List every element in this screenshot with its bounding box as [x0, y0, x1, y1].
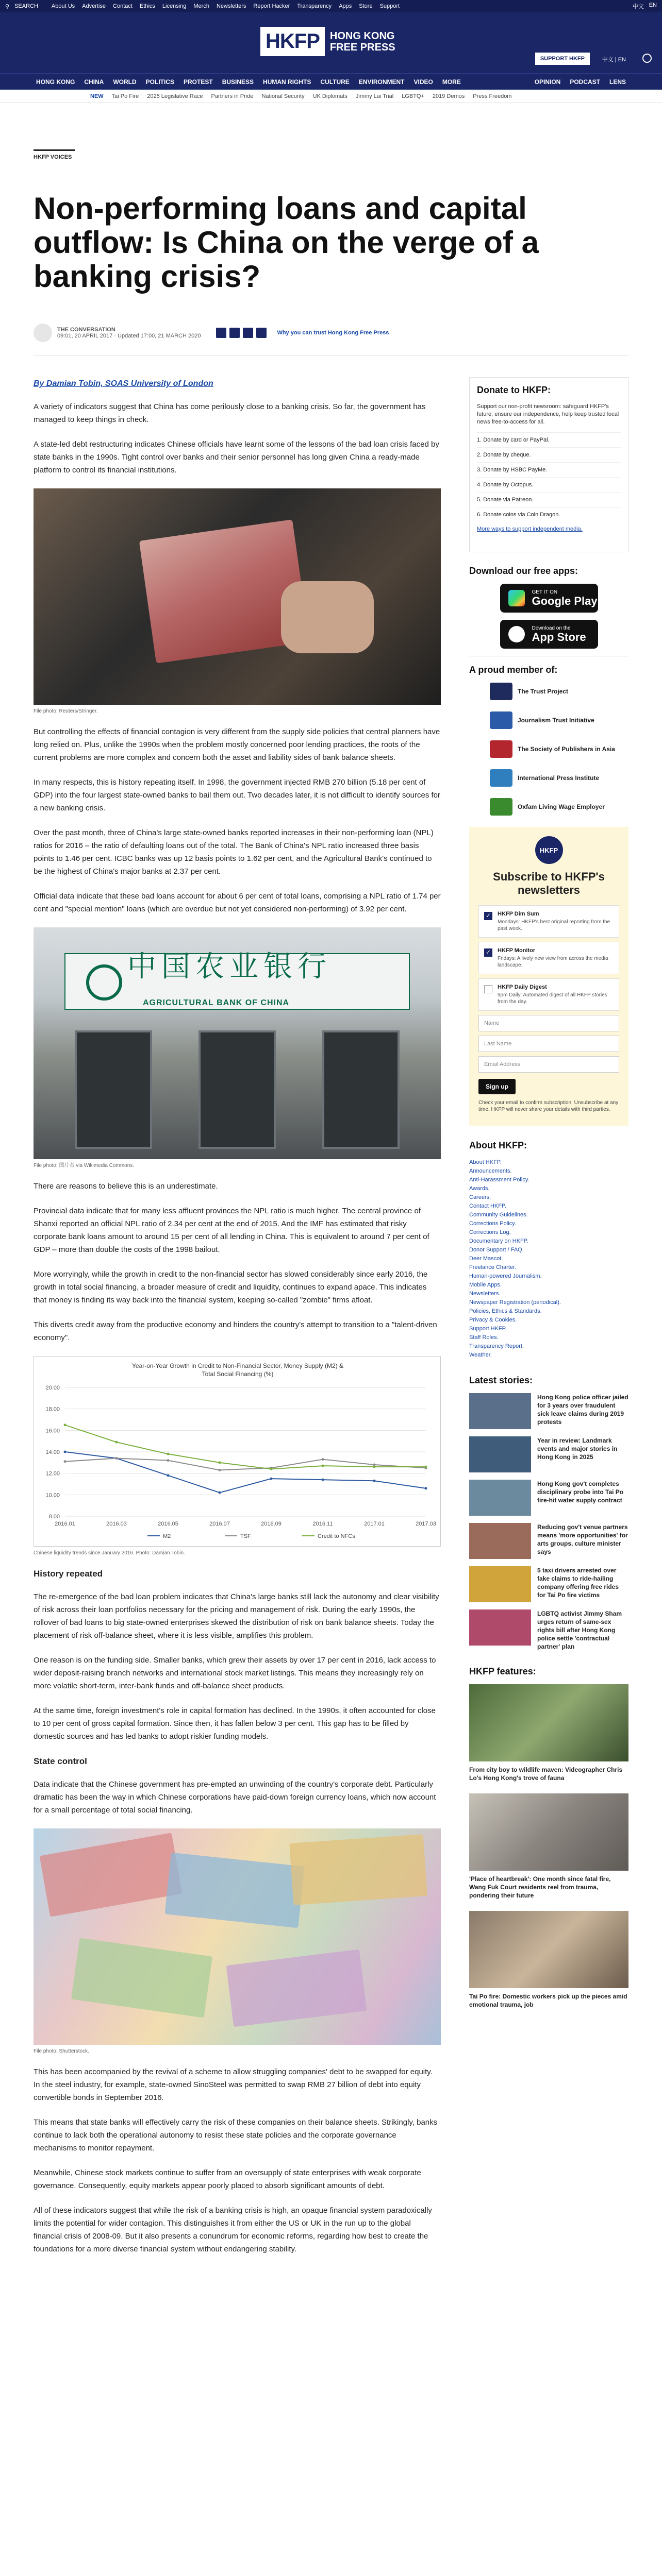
chart-xtick-label: 2016.01 [55, 1521, 75, 1527]
ipi-logo [490, 769, 512, 787]
paragraph: There are reasons to believe this is an underestimate. [34, 1182, 218, 1191]
donate-intro: Support our non-profit newsroom: safeguard HKFP's future, ensure our independence, help keep trusted local news free-to-access for all. [477, 403, 619, 425]
latest-story[interactable] [469, 1393, 628, 1429]
photo-banknotes [34, 488, 441, 705]
jti-logo [490, 711, 512, 729]
newsletter-option[interactable] [478, 942, 619, 974]
trending-link[interactable]: Jimmy Lai Trial [355, 93, 394, 99]
banknote [40, 1833, 183, 1917]
member-title: A proud member of: [469, 665, 558, 675]
member-oxfam[interactable] [490, 798, 628, 816]
newsletter-name: HKFP Dim Sum [498, 911, 539, 917]
chart-series-line [65, 1459, 426, 1470]
chart-xtick-label: 2017.03 [416, 1521, 436, 1527]
trending-link[interactable]: 2025 Legislative Race [147, 93, 203, 99]
story-thumbnail[interactable] [469, 1480, 531, 1516]
oxfam-logo [490, 798, 512, 816]
about-link[interactable]: Deer Mascot. [469, 1256, 503, 1262]
newsletter-option[interactable] [478, 978, 619, 1011]
nav-item-politics[interactable]: POLITICS [145, 78, 175, 86]
paragraph: Meanwhile, Chinese stock markets continue to suffer from an oversupply of state enterprises with weak corporate governance. Consequently, equity markets appear poorly placed to absorb significant amounts of debt. [34, 2168, 421, 2190]
chart-point [425, 1487, 427, 1489]
banknote [226, 1950, 367, 2027]
donate-option[interactable]: 4. Donate by Octopus. [477, 477, 621, 492]
apple-icon [508, 626, 525, 642]
story-thumbnail[interactable] [469, 1566, 531, 1602]
story-title[interactable]: LGBTQ activist Jimmy Sham urges return of same-sex rights bill after Hong Kong police settle 'contractual partner' plan [537, 1610, 622, 1650]
donate-more [477, 526, 621, 532]
support-hkfp-button[interactable]: SUPPORT HKFP [535, 53, 590, 65]
chart-point [219, 1461, 221, 1464]
divider [34, 355, 628, 356]
member-trust-project[interactable] [490, 683, 628, 700]
member-label: Oxfam Living Wage Employer [518, 803, 605, 810]
bank-emblem [86, 964, 122, 1001]
window [198, 1030, 276, 1149]
donate-more-link[interactable]: More ways to support independent media. [477, 526, 583, 532]
about-section [469, 1140, 628, 1360]
utility-bar [0, 0, 662, 12]
email-input[interactable]: Email Address [478, 1056, 619, 1073]
feature-title[interactable]: 'Place of heartbreak': One month since fatal fire, Wang Fuk Court residents reel from trauma, pondering their future [469, 1875, 611, 1899]
author-line [34, 377, 441, 390]
trust-link[interactable]: Why you can trust Hong Kong Free Press [277, 330, 389, 336]
liquidity-chart [34, 1356, 441, 1547]
article-kicker[interactable]: HKFP VOICES [34, 149, 75, 160]
util-link[interactable]: Store [359, 3, 373, 9]
story-title[interactable]: Hong Kong gov't completes disciplinary probe into Tai Po fire-hit water supply contract [537, 1480, 624, 1504]
nav-item-video[interactable]: VIDEO [413, 78, 433, 86]
article-body [34, 377, 441, 2267]
site-logo[interactable] [260, 27, 395, 56]
story-title[interactable]: Hong Kong police officer jailed for 3 years over fraudulent sick leave claims during 2019 protests [537, 1394, 628, 1426]
share-buttons [216, 328, 267, 338]
logo-text [330, 30, 395, 53]
nav-item-protest[interactable]: PROTEST [184, 78, 213, 86]
nav-item-china[interactable]: CHINA [84, 78, 104, 86]
about-link[interactable]: Announcements. [469, 1168, 512, 1174]
hand-shape [281, 581, 374, 653]
section-heading: State control [34, 1756, 87, 1766]
latest-list [469, 1393, 628, 1651]
photo-caption: File photo: 图片者 via Wikimedia Commons. [34, 1163, 135, 1168]
story-title[interactable]: Year in review: Landmark events and major stories in Hong Kong in 2025 [537, 1437, 618, 1461]
byline-date: 09:01, 20 APRIL 2017 · Updated 17:00, 21 MARCH 2020 [57, 333, 201, 339]
donate-option[interactable]: 3. Donate by HSBC PayMe. [477, 462, 621, 477]
paragraph: Data indicate that the Chinese government has pre-empted an unwinding of the country's corporate debt. Particularly dramatic has been the way in which Chinese corporations have paid-down foreign currency loans, which now account for a small percentage of total social financing. [34, 1780, 436, 1815]
utility-links [52, 3, 400, 9]
story-title[interactable]: Reducing gov't venue partners means 'more opportunities' for arts groups, culture minister says [537, 1523, 628, 1555]
trending-link[interactable]: 2019 Demos [432, 93, 465, 99]
chart-legend-label: Credit to NFCs [318, 1533, 355, 1539]
about-link[interactable]: Freelance Charter. [469, 1264, 517, 1270]
chart-xtick-label: 2016.09 [261, 1521, 282, 1527]
chart-xtick-label: 2017.01 [364, 1521, 385, 1527]
newsletter-title: Subscribe to HKFP's newsletters [493, 870, 605, 896]
paragraph: A variety of indicators suggest that China has come perilously close to a banking crisis. So far, the government has managed to keep things in check. [34, 402, 426, 424]
chart-point [322, 1465, 324, 1467]
chart-ytick-label: 14.00 [45, 1449, 60, 1455]
about-link[interactable]: Anti-Harassment Policy. [469, 1177, 529, 1183]
about-title: About HKFP: [469, 1140, 527, 1150]
paragraph: This means that state banks will effectively carry the risk of these companies on their balance sheets. Strikingly, banks continue to lack both the operational autonomy to resist these state policies and the corporate governance mechanisms to monitor repayment. [34, 2118, 438, 2153]
bank-sign [64, 950, 410, 1010]
util-link[interactable]: Advertise [82, 3, 106, 9]
paragraph: At the same time, foreign investment's role in capital formation has declined. In the 1990s, it often accounted for close to 10 per cent of gross capital formation. Since then, it has fallen below 3 per cent. This gap has to be filled by domestic sources and has led banks to adopt riskier funding models. [34, 1706, 436, 1741]
feature-image[interactable] [469, 1911, 628, 1988]
logo-mark: HKFP [260, 27, 325, 56]
newsletter-checkbox[interactable] [484, 985, 492, 993]
newsletter-desc: 9pm Daily: Automated digest of all HKFP stories from the day. [498, 992, 607, 1005]
chart-xtick-label: 2016.11 [312, 1521, 333, 1527]
util-link[interactable]: Ethics [139, 3, 155, 9]
section-heading: History repeated [34, 1569, 103, 1579]
share-email-icon[interactable] [256, 328, 267, 338]
chart-point [270, 1478, 273, 1480]
newsletter-note: Check your email to confirm subscription. Unsubscribe at any time. HKFP will never share your details with third parties. [478, 1100, 619, 1112]
donate-title: Donate to HKFP: [477, 385, 551, 395]
util-link[interactable]: About Us [51, 3, 75, 9]
about-link[interactable]: About HKFP. [469, 1159, 502, 1165]
trending-bar [0, 90, 662, 103]
chart-point [322, 1458, 324, 1461]
photo-caption: File photo: Shutterstock. [34, 2048, 89, 2054]
member-label: Journalism Trust Initiative [518, 717, 594, 724]
paragraph: Provincial data indicate that for many less affluent provinces the NPL ratio is much higher. The central province of Shanxi reported an official NPL ratio of 2.34 per cent at the end of 2015. And the IMF has estimated that risky corporate bank loans amount to around 15 per cent of all lending in China. This is equivalent to around 7 per cent of GDP – more than double the costs of the 1998 bailout. [34, 1207, 429, 1254]
nav-item-business[interactable]: BUSINESS [222, 78, 254, 86]
paragraph: This diverts credit away from the productive economy and hinders the country's attempt to transition to a "talent-driven economy". [34, 1320, 437, 1342]
latest-story[interactable] [469, 1480, 628, 1516]
chart-ytick-label: 10.00 [45, 1492, 60, 1499]
chart-ytick-label: 8.00 [48, 1514, 60, 1520]
chart-point [373, 1466, 376, 1468]
nav-item-human-rights[interactable]: HUMAN RIGHTS [263, 78, 311, 86]
last-name-input[interactable]: Last Name [478, 1036, 619, 1052]
story-thumbnail[interactable] [469, 1436, 531, 1472]
language-switch[interactable]: 中文 | EN [602, 57, 626, 63]
member-ipi[interactable] [490, 769, 628, 787]
trending-link[interactable]: Press Freedom [473, 93, 512, 99]
app-store-button[interactable] [500, 620, 598, 649]
search-icon[interactable] [642, 54, 652, 63]
publisher-avatar [34, 324, 52, 342]
sign-up-button[interactable]: Sign up [478, 1079, 516, 1094]
chart-xtick-label: 2016.05 [158, 1521, 178, 1527]
bank-sign-cn: 中国农业银行 [127, 950, 332, 984]
about-link[interactable]: Corrections Log. [469, 1229, 511, 1235]
chart-ytick-label: 20.00 [45, 1385, 60, 1391]
story-thumbnail[interactable] [469, 1609, 531, 1646]
bank-sign-en: AGRICULTURAL BANK OF CHINA [143, 998, 290, 1007]
google-play-small: GET IT ON [532, 589, 558, 595]
newsletter-box [469, 827, 628, 1126]
donate-option[interactable]: 2. Donate by cheque. [477, 447, 621, 462]
feature-title[interactable]: From city boy to wildlife maven: Videographer Chris Lo's Hong Kong's trove of fauna [469, 1766, 623, 1782]
paragraph: More worryingly, while the growth in credit to the non-financial sector has slowed considerably since early 2016, the growth in total social financing, a broader measure of credit and liquidity, continues to expand apace. This indicates that money is finding its way back into the financial system, keeping so-called "zombie" firms afloat. [34, 1270, 428, 1304]
about-link[interactable]: Human-powered Journalism. [469, 1273, 542, 1279]
newsletter-logo: HKFP [535, 836, 563, 864]
util-link[interactable]: Merch [193, 3, 209, 9]
apps-title: Download our free apps: [469, 566, 578, 576]
name-input[interactable]: Name [478, 1015, 619, 1031]
trending-link[interactable]: UK Diplomats [312, 93, 347, 99]
logo-line-1: HONG KONG [329, 30, 395, 42]
chart-point [219, 1469, 221, 1471]
chart-point [322, 1479, 324, 1481]
latest-story[interactable] [469, 1436, 628, 1472]
chart-ytick-label: 12.00 [45, 1470, 60, 1477]
chart-point [167, 1474, 170, 1477]
chart-point [373, 1480, 376, 1482]
google-play-big: Google Play [532, 594, 598, 607]
newsletter-checkbox[interactable] [484, 948, 492, 957]
paragraph: A state-led debt restructuring indicates Chinese officials have learnt some of the lessons of the bad loan crisis faced by state banks in the 1990s. Tight control over banks and their senior personnel has long given China a ready-made platform to control its financial institutions. [34, 440, 439, 474]
window [75, 1030, 152, 1149]
about-link[interactable]: Newsletters. [469, 1291, 501, 1297]
latest-stories [469, 1375, 628, 1651]
byline-org[interactable]: THE CONVERSATION [57, 327, 115, 333]
trending-link[interactable]: Tai Po Fire [111, 93, 139, 99]
google-play-icon [508, 590, 525, 606]
story-title[interactable]: 5 taxi drivers arrested over fake claims to ride-hailing company offering free rides for Tai Po fire victims [537, 1567, 619, 1599]
trust-project-logo [490, 683, 512, 700]
nav-item-world[interactable]: WORLD [113, 78, 137, 86]
chart-title-line-2: Total Social Financing (%) [202, 1370, 274, 1378]
about-link[interactable]: Privacy & Cookies. [469, 1317, 517, 1323]
app-store-small: Download on the [532, 625, 571, 631]
chart-point [115, 1441, 118, 1444]
trending-link[interactable]: National Security [261, 93, 305, 99]
about-link[interactable]: Awards. [469, 1185, 490, 1192]
chart-legend-label: M2 [163, 1533, 171, 1539]
hkfp-features [469, 1666, 628, 2009]
newsletter-checkbox[interactable] [484, 912, 492, 920]
logo-line-2: FREE PRESS [329, 41, 395, 53]
util-link[interactable]: Transparency [297, 3, 332, 9]
story-thumbnail[interactable] [469, 1523, 531, 1559]
about-link[interactable]: Donor Support / FAQ. [469, 1247, 524, 1253]
feature-image[interactable] [469, 1793, 628, 1871]
paragraph: This has been accompanied by the revival of a scheme to allow struggling companies' debt to be swapped for equity. In the steel industry, for example, state-owned SinoSteel was permitted to swap RMB 27 billion of debt into equity convertible bonds in September 2016. [34, 2067, 433, 2102]
banknote [71, 1938, 212, 2018]
share-facebook-icon[interactable] [216, 328, 226, 338]
about-link[interactable]: Corrections Policy. [469, 1221, 516, 1227]
donate-option[interactable]: 6. Donate coins via Coin Dragon. [477, 507, 621, 522]
nav-item-culture[interactable]: CULTURE [320, 78, 350, 86]
chart-point [270, 1468, 273, 1470]
latest-story[interactable] [469, 1609, 628, 1651]
nav-item-opinion[interactable]: OPINION [534, 78, 561, 86]
photo-agricultural-bank [34, 927, 441, 1159]
trending-link[interactable]: LGBTQ+ [402, 93, 424, 99]
about-link[interactable]: Community Guidelines. [469, 1212, 528, 1218]
about-link[interactable]: Newspaper Registration (periodical). [469, 1299, 561, 1306]
author-link[interactable]: By Damian Tobin, SOAS University of London [34, 379, 213, 388]
lang-zh-link[interactable]: 中文 [632, 4, 644, 10]
util-link[interactable]: Report Hacker [253, 3, 290, 9]
newsletter-name: HKFP Daily Digest [498, 984, 547, 990]
paragraph: In many respects, this is history repeating itself. In 1998, the government injected RMB 270 billion (5.18 per cent of GDP) into the four largest state-owned banks to bail them out. Two decades later, it is not difficult to identify sources for a new banking crisis. [34, 778, 441, 812]
nav-item-more[interactable]: MORE [442, 78, 461, 86]
util-link[interactable]: Newsletters [216, 3, 246, 9]
member-jti[interactable] [490, 711, 628, 729]
nav-item-hong-kong[interactable]: HONG KONG [36, 78, 75, 86]
article-title: Non-performing loans and capital outflow: Is China on the verge of a banking crisis? [34, 191, 539, 294]
feature-image[interactable] [469, 1684, 628, 1761]
nav-item-podcast[interactable]: PODCAST [570, 78, 600, 86]
donate-box [469, 377, 628, 552]
latest-title: Latest stories: [469, 1375, 533, 1385]
latest-story[interactable] [469, 1523, 628, 1559]
util-link[interactable]: Contact [113, 3, 133, 9]
chart-point [64, 1460, 67, 1463]
about-link[interactable]: Weather. [469, 1352, 492, 1358]
newsletter-option[interactable] [478, 905, 619, 938]
new-badge: NEW [90, 93, 104, 99]
member-label: The Society of Publishers in Asia [518, 745, 615, 753]
about-link[interactable]: Careers. [469, 1194, 491, 1200]
about-link[interactable]: Documentary on HKFP. [469, 1238, 528, 1244]
byline-text [57, 327, 201, 339]
photo-banknotes-collage [34, 1828, 441, 2045]
chart-title: Year-on-Year Growth in Credit to Non-Financial Sector, Money Supply (M2) & [132, 1362, 343, 1369]
features-title: HKFP features: [469, 1666, 536, 1676]
trending-link[interactable]: Partners in Pride [211, 93, 254, 99]
util-link[interactable]: Support [379, 3, 400, 9]
chart-series-line [65, 1425, 426, 1469]
chart-ytick-label: 16.00 [45, 1428, 60, 1434]
chart-point [64, 1451, 67, 1453]
share-x-icon[interactable] [229, 328, 240, 338]
photo-caption: File photo: Reuters/Stringer. [34, 708, 98, 714]
paragraph: One reason is on the funding side. Smaller banks, which grew their assets by over 17 per cent in 2016, lack access to wider deposit-raising branch networks and international stock market listings. This means they increasingly rely on more volatile short-term, inter-bank funds and off-balance sheet products. [34, 1656, 436, 1690]
about-links [469, 1158, 628, 1360]
byline [34, 324, 446, 342]
member-label: The Trust Project [518, 688, 569, 695]
search-icon[interactable]: ⚲ [5, 3, 10, 10]
member-label: International Press Institute [518, 774, 600, 782]
chart-xtick-label: 2016.03 [106, 1521, 127, 1527]
banknote [289, 1834, 427, 1905]
newsletter-name: HKFP Monitor [498, 947, 536, 954]
about-link[interactable]: Policies, Ethics & Standards. [469, 1308, 542, 1314]
google-play-button[interactable] [500, 584, 598, 613]
member-sopa[interactable] [490, 740, 628, 758]
feature-title[interactable]: Tai Po fire: Domestic workers pick up the pieces amid emotional trauma, job [469, 1993, 627, 2008]
story-thumbnail[interactable] [469, 1393, 531, 1429]
about-link[interactable]: Support HKFP. [469, 1326, 507, 1332]
about-link[interactable]: Staff Roles. [469, 1334, 499, 1341]
chart-xtick-label: 2016.07 [209, 1521, 230, 1527]
sidebar [469, 377, 628, 2020]
about-link[interactable]: Mobile Apps. [469, 1282, 502, 1288]
chart-point [167, 1453, 170, 1455]
util-link[interactable]: Licensing [162, 3, 187, 9]
paragraph: All of these indicators suggest that while the risk of a banking crisis is high, an opaque financial system paradoxically limits the potential for wider contagion. This distinguishes it from either the US or UK in the run up to the global financial crisis of 2008-09. But it also presents a conundrum for economic reforms, regarding how best to create the foundations for a more diverse financial system without endangering stability. [34, 2206, 432, 2253]
nav-item-lens[interactable]: LENS [609, 78, 626, 86]
donate-option[interactable]: 1. Donate by card or PayPal. [477, 432, 621, 447]
search-link[interactable]: SEARCH [14, 3, 38, 9]
latest-story[interactable] [469, 1566, 628, 1602]
chart-point [115, 1457, 118, 1460]
chart-svg [34, 1357, 441, 1547]
lang-en-link[interactable]: EN [649, 2, 657, 8]
about-link[interactable]: Transparency Report. [469, 1343, 524, 1349]
chart-point [219, 1492, 221, 1494]
newsletter-desc: Mondays: HKFP's best original reporting from the past week. [498, 919, 610, 931]
donate-option[interactable]: 5. Donate via Patreon. [477, 492, 621, 507]
sopa-logo [490, 740, 512, 758]
banknote [164, 1853, 304, 1928]
share-whatsapp-icon[interactable] [243, 328, 253, 338]
paragraph: The re-emergence of the bad loan problem indicates that China's large banks still lack the autonomy and clear visibility of risk across their loan portfolios necessary for the pricing and management of risk. During the early 1990s, the rollover of bad loans to big state-owned enterprises skewed the distribution of risk on bank balance sheets. Today the placement of risk off-balance sheet, where it is less visible, amplifies this problem. [34, 1592, 439, 1640]
chart-caption: Chinese liquidity trends since January 2016. Photo: Damian Tobin. [34, 1550, 185, 1556]
paragraph: Official data indicate that these bad loans account for about 6 per cent of total loans, comprising a NPL ratio of 1.74 per cent and "special mention" loans (which are overdue but not yet considered non-performing) of 3.92 per cent. [34, 892, 441, 913]
chart-point [64, 1423, 67, 1426]
main-nav [0, 73, 662, 90]
util-link[interactable]: Apps [339, 3, 352, 9]
paragraph: Over the past month, three of China's large state-owned banks reported increases in their non-performing loan (NPL) ratios for 2016 – the ratio of defaulting loans out of the total. The Bank of China's NPL ratio increased three basis points to 1.46 per cent. ICBC banks was up 12 basis points to 1.62 per cent, and the Agricultural Bank's continued to be the highest of China's major banks at 2.37 per cent. [34, 828, 434, 876]
about-link[interactable]: Contact HKFP. [469, 1203, 506, 1209]
site-header [0, 12, 662, 73]
chart-point [425, 1466, 427, 1468]
newsletter-desc: Fridays: A lively new view from across the media landscape. [498, 956, 608, 968]
window [322, 1030, 400, 1149]
chart-ytick-label: 18.00 [45, 1406, 60, 1413]
chart-legend-label: TSF [240, 1533, 251, 1539]
paragraph: But controlling the effects of financial contagion is very different from the supply side policies that central planners have long relied on. Plus, unlike the 1990s when the problem mostly concerned poor lending practices, the roots of the current problems are more complex and concern both the asset and liability sides of bank balance sheets. [34, 727, 440, 762]
app-store-big: App Store [532, 630, 586, 643]
nav-item-environment[interactable]: ENVIRONMENT [358, 78, 405, 86]
language-links [633, 2, 657, 10]
chart-point [167, 1459, 170, 1462]
nav-right [535, 78, 662, 86]
